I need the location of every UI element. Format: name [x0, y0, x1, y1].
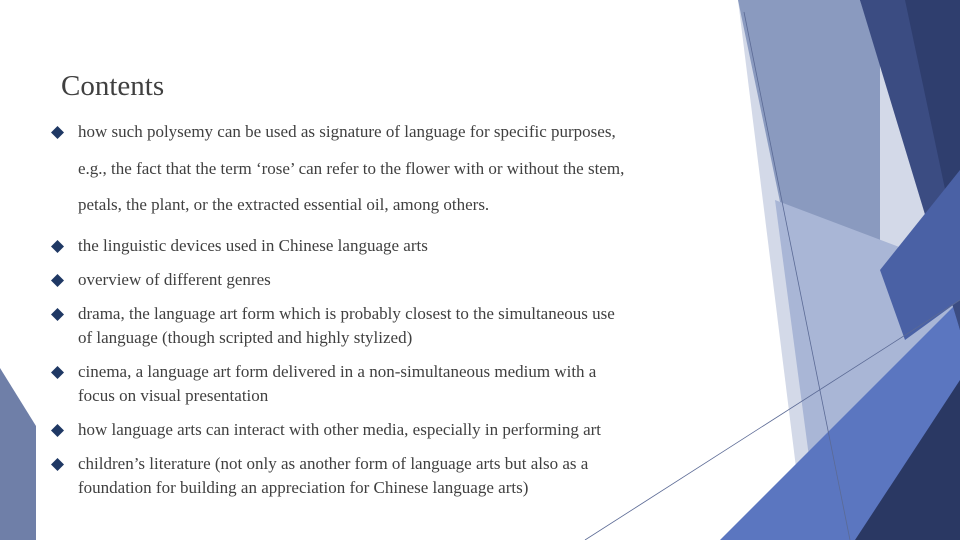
diamond-bullet-icon [51, 458, 64, 471]
bullet-text-line: overview of different genres [78, 270, 271, 289]
left-accent-shape [0, 368, 36, 540]
bullet-text-line: foundation for building an appreciation for Chinese language arts) [78, 478, 529, 497]
bullet-text-line: focus on visual presentation [78, 386, 269, 405]
diamond-bullet-icon [51, 424, 64, 437]
bullet-text-line: of language (though scripted and highly stylized) [78, 328, 413, 347]
bullet-text-line: how such polysemy can be used as signature of language for specific purposes, [78, 122, 616, 141]
diamond-bullet-icon [51, 240, 64, 253]
bullet-text-line: petals, the plant, or the extracted essential oil, among others. [78, 195, 490, 214]
bullet-text-line: drama, the language art form which is probably closest to the simultaneous use [78, 304, 615, 323]
diamond-bullet-icon [51, 366, 64, 379]
diamond-bullet-icon [51, 274, 64, 287]
bullet-text-line: cinema, a language art form delivered in a non-simultaneous medium with a [78, 362, 597, 381]
bullet-text-line: the linguistic devices used in Chinese language arts [78, 236, 428, 255]
bullet-text-line: e.g., the fact that the term ‘rose’ can refer to the flower with or without the stem, [78, 158, 625, 178]
bullet-text-line: children’s literature (not only as another form of language arts but also as a [78, 454, 589, 473]
slide-title: Contents [61, 70, 165, 102]
diamond-bullet-icon [51, 126, 64, 139]
bullet-text-line: how language arts can interact with other media, especially in performing art [78, 420, 602, 439]
diamond-bullet-icon [51, 308, 64, 321]
